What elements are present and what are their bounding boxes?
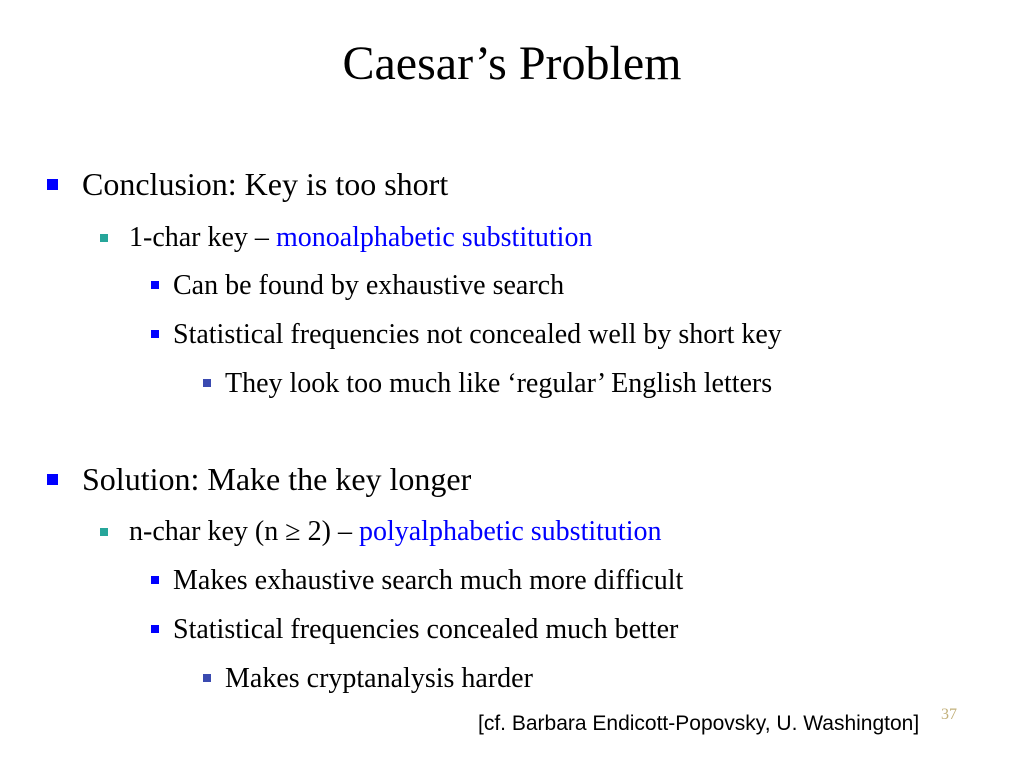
square-bullet-icon xyxy=(151,281,159,289)
citation-note: [cf. Barbara Endicott-Popovsky, U. Washington] xyxy=(478,712,920,735)
square-bullet-icon xyxy=(203,674,211,682)
square-bullet-icon xyxy=(100,528,108,536)
bullet-item-level3 xyxy=(173,269,564,303)
square-bullet-icon xyxy=(203,379,211,387)
highlight-term: polyalphabetic substitution xyxy=(358,516,662,547)
square-bullet-icon xyxy=(151,576,159,584)
bullet-text: n-char key (n ≥ 2) – xyxy=(129,516,359,547)
bullet-text: Conclusion: Key is too short xyxy=(82,166,449,202)
page-number: 37 xyxy=(941,706,957,723)
bullet-item-level1 xyxy=(82,164,448,204)
bullet-text: They look too much like ‘regular’ English letters xyxy=(225,368,773,399)
bullet-text: Solution: Make the key longer xyxy=(82,461,472,497)
square-bullet-icon xyxy=(151,330,159,338)
bullet-text: Makes cryptanalysis harder xyxy=(225,663,533,694)
bullet-item-level3 xyxy=(173,318,782,352)
square-bullet-icon xyxy=(100,234,108,242)
square-bullet-icon xyxy=(47,179,58,190)
bullet-item-level3 xyxy=(173,613,678,647)
square-bullet-icon xyxy=(47,474,58,485)
bullet-item-level2 xyxy=(129,221,592,255)
highlight-term: monoalphabetic substitution xyxy=(275,222,593,253)
bullet-text: Statistical frequencies concealed much better xyxy=(173,614,679,645)
bullet-text: 1-char key – xyxy=(129,222,276,253)
bullet-item-level1 xyxy=(82,459,471,499)
bullet-text: Statistical frequencies not concealed well by short key xyxy=(173,319,782,350)
bullet-item-level4 xyxy=(225,367,772,401)
bullet-text: Makes exhaustive search much more difficult xyxy=(173,565,684,596)
bullet-item-level4 xyxy=(225,662,533,696)
square-bullet-icon xyxy=(151,625,159,633)
bullet-item-level3 xyxy=(173,564,683,598)
slide-title: Caesar’s Problem xyxy=(342,37,682,90)
bullet-text: Can be found by exhaustive search xyxy=(173,270,565,301)
bullet-item-level2 xyxy=(129,515,661,549)
